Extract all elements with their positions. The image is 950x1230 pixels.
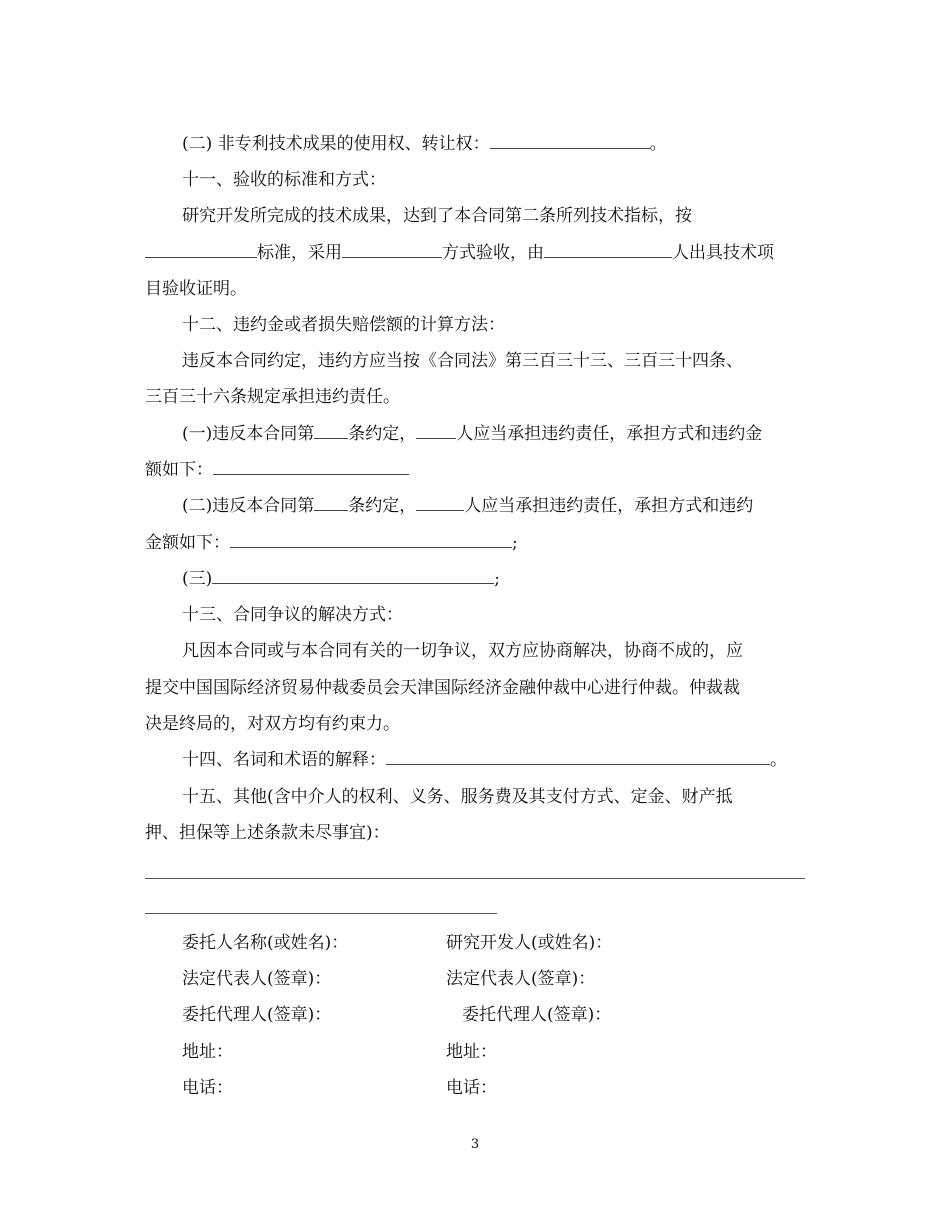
fill-blank — [544, 240, 672, 258]
client-name-label: 委托人名称(或姓名)： — [182, 933, 349, 953]
developer-legal-rep-label: 法定代表人(签章)： — [446, 969, 596, 989]
fill-blank — [212, 566, 494, 584]
paragraph: 提交中国国际经济贸易仲裁委员会天津国际经济金融仲裁中心进行仲裁。仲裁裁 — [145, 678, 740, 698]
paragraph: 标准，采用 方式验收，由 人出具技术项 — [145, 240, 805, 266]
paragraph: (二)违反本合同第 条约定， 人应当承担违约责任，承担方式和违约 — [182, 493, 805, 519]
paragraph: 押、担保等上述条款未尽事宜)： — [145, 823, 390, 843]
fill-blank — [490, 131, 650, 149]
paragraph: (三) ; — [182, 566, 805, 592]
fill-blank — [230, 530, 512, 548]
client-legal-rep-label: 法定代表人(签章)： — [182, 969, 332, 989]
fill-blank — [386, 747, 770, 765]
fill-blank — [416, 493, 464, 511]
fill-blank — [145, 240, 257, 258]
paragraph: (二) 非专利技术成果的使用权、转让权： 。 — [182, 131, 805, 157]
client-agent-label: 委托代理人(签章)： — [182, 1005, 332, 1025]
fill-blank — [342, 240, 442, 258]
paragraph: 三百三十六条规定承担违约责任。 — [145, 387, 400, 407]
section-heading: 十二、违约金或者损失赔偿额的计算方法： — [182, 315, 505, 335]
developer-name-label: 研究开发人(或姓名)： — [446, 933, 613, 953]
section-heading: 十一、验收的标准和方式： — [182, 170, 386, 190]
paragraph: 凡因本合同或与本合同有关的一切争议，双方应协商解决，协商不成的，应 — [182, 641, 743, 661]
section-heading: 十四、名词和术语的解释： 。 — [182, 747, 805, 773]
paragraph: 违反本合同约定，违约方应当按《合同法》第三百三十三、三百三十四条、 — [182, 351, 743, 371]
developer-agent-label: 委托代理人(签章)： — [462, 1005, 612, 1025]
paragraph: 目验收证明。 — [145, 279, 247, 299]
fill-line — [145, 878, 805, 879]
paragraph: 决是终局的，对双方均有约束力。 — [145, 714, 400, 734]
section-heading: 十五、其他(含中介人的权利、义务、服务费及其支付方式、定金、财产抵 — [182, 787, 733, 807]
paragraph: 金额如下： ; — [145, 530, 805, 556]
client-address-label: 地址： — [182, 1042, 233, 1062]
fill-blank — [314, 421, 348, 439]
fill-blank — [416, 421, 456, 439]
section-heading: 十三、合同争议的解决方式： — [182, 605, 403, 625]
fill-blank — [213, 457, 409, 475]
client-phone-label: 电话： — [182, 1078, 233, 1098]
page-number: 3 — [470, 1137, 480, 1152]
paragraph: 研究开发所完成的技术成果，达到了本合同第二条所列技术指标，按 — [182, 206, 692, 226]
developer-address-label: 地址： — [446, 1042, 497, 1062]
fill-blank — [314, 493, 348, 511]
fill-line — [145, 913, 497, 914]
paragraph: (一)违反本合同第 条约定， 人应当承担违约责任，承担方式和违约金 — [182, 421, 805, 447]
developer-phone-label: 电话： — [446, 1078, 497, 1098]
paragraph: 额如下： — [145, 457, 805, 483]
